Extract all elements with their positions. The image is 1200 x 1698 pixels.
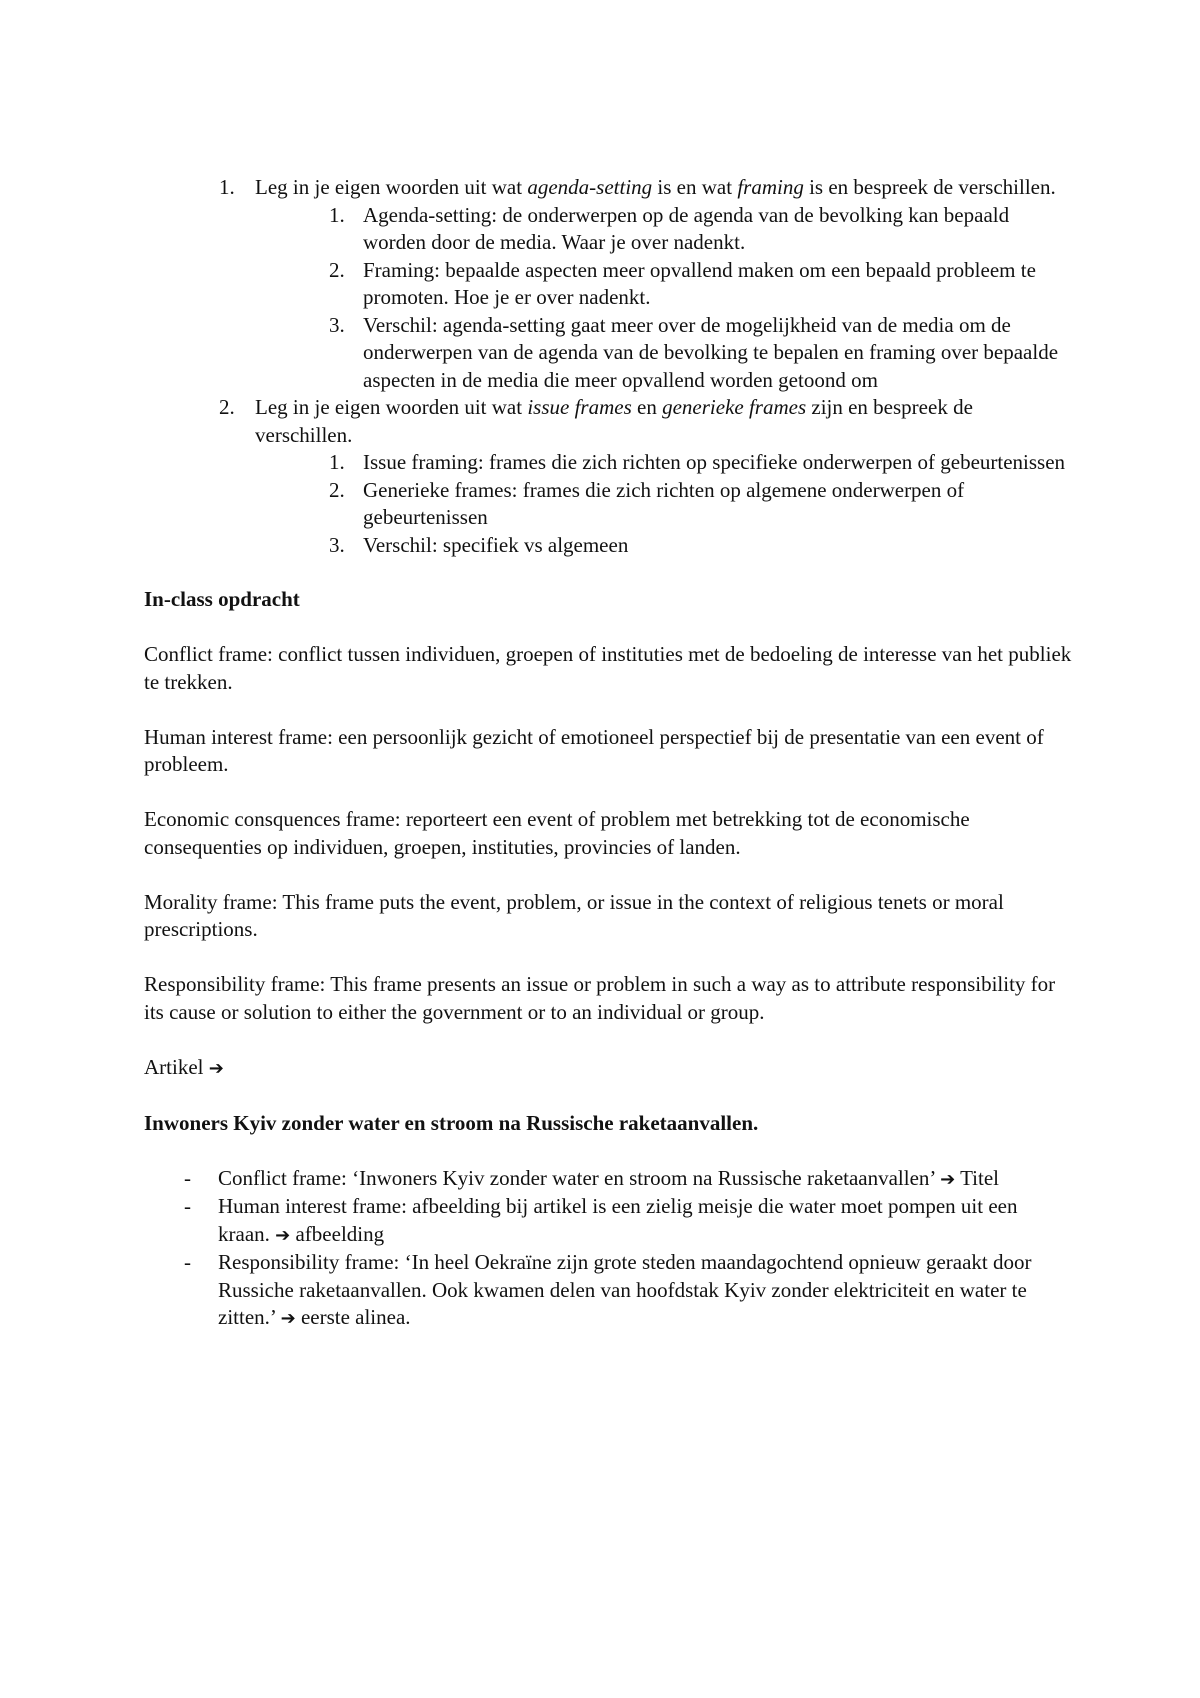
analysis-source: afbeelding: [295, 1221, 385, 1246]
analysis-source: Titel: [960, 1165, 1000, 1190]
question-item: [144, 394, 1074, 449]
frame-definition: Conflict frame: conflict tussen individuen, groepen of instituties met de bedoeling de interesse van het publiek te trekken.: [144, 642, 1072, 694]
answer-text: Agenda-setting: de onderwerpen op de agenda van de bevolking kan bepaald worden door de media. Waar je over nadenkt.: [363, 202, 1010, 254]
answer-item: [144, 257, 1074, 312]
answer-item: [144, 449, 1074, 477]
analysis-item: [144, 1193, 1074, 1249]
frame-definition: Economic consquences frame: reporteert een event of problem met betrekking tot de economische consequenties op individuen, groepen, instituties, provincies of landen.: [144, 807, 970, 859]
dash-marker: -: [184, 1165, 191, 1190]
answer-number: 1.: [329, 450, 345, 474]
answer-text: Generieke frames: frames die zich richten op algemene onderwerpen of gebeurtenissen: [363, 477, 965, 529]
question-item: [144, 174, 1074, 202]
analysis-text: Conflict frame: ‘Inwoners Kyiv zonder water en stroom na Russische raketaanvallen’: [218, 1165, 935, 1190]
dash-marker: -: [184, 1250, 191, 1274]
answer-item: [144, 202, 1074, 257]
dash-marker: -: [184, 1194, 191, 1218]
document-body: [144, 174, 1074, 1333]
answer-text: Verschil: agenda-setting gaat meer over de mogelijkheid van de media om de onderwerpen van de agenda van de bevolking te bepalen en framing over bepaalde aspecten in de media die meer opvallend worden getoond om: [363, 312, 1059, 392]
analysis-text: Responsibility frame: ‘In heel Oekraïne zijn grote steden maandagochtend opnieuw geraakt door Russiche raketaanvallen. Ook kwamen delen van hoofdstak Kyiv zonder elektriciteit en water te zitten.’: [218, 1250, 1032, 1329]
answer-text: Framing: bepaalde aspecten meer opvallend maken om een bepaald probleem te promoten. Hoe je er over nadenkt.: [363, 257, 1036, 309]
question-list: [144, 174, 1074, 559]
answer-item: [144, 532, 1074, 560]
analysis-text: Human interest frame: afbeelding bij artikel is een zielig meisje die water moet pompen uit een kraan.: [218, 1194, 1018, 1246]
analysis-item: [144, 1249, 1074, 1333]
artikel-line: [144, 1054, 1074, 1083]
arrow-icon: ➔: [275, 1224, 291, 1246]
answer-item: [144, 312, 1074, 395]
arrow-icon: ➔: [940, 1168, 956, 1190]
question-number: 2.: [219, 395, 235, 419]
section-heading: In-class opdracht: [144, 587, 300, 611]
answer-text: Verschil: specifiek vs algemeen: [363, 532, 629, 557]
frame-definition: Human interest frame: een persoonlijk gezicht of emotioneel perspectief bij de presentatie van een event of probleem.: [144, 724, 1044, 776]
analysis-list: [144, 1165, 1074, 1333]
arrow-icon: ➔: [280, 1308, 296, 1329]
frame-definition: Morality frame: This frame puts the event, problem, or issue in the context of religious tenets or moral prescriptions.: [144, 889, 1004, 941]
analysis-source: eerste alinea.: [300, 1305, 411, 1329]
answer-number: 2.: [329, 477, 345, 502]
answer-number: 3.: [329, 532, 345, 557]
analysis-item: [144, 1165, 1074, 1194]
question-text: Leg in je eigen woorden uit wat issue frames en generieke frames zijn en bespreek de verschillen.: [255, 395, 973, 447]
answer-number: 2.: [329, 257, 345, 282]
frame-definition: Responsibility frame: This frame presents an issue or problem in such a way as to attribute responsibility for its cause or solution to either the government or to an individual or group.: [144, 972, 1056, 1024]
answer-number: 3.: [329, 312, 345, 337]
article-title: Inwoners Kyiv zonder water en stroom na Russische raketaanvallen.: [144, 1110, 759, 1135]
artikel-label: Artikel: [144, 1054, 204, 1079]
answer-text: Issue framing: frames die zich richten op specifieke onderwerpen of gebeurtenissen: [363, 450, 1066, 474]
answer-item: [144, 477, 1074, 532]
question-number: 1.: [219, 175, 235, 199]
arrow-icon: ➔: [208, 1057, 224, 1079]
question-text: Leg in je eigen woorden uit wat agenda-setting is en wat framing is en bespreek de verschillen.: [255, 175, 1056, 199]
answer-number: 1.: [329, 202, 345, 227]
